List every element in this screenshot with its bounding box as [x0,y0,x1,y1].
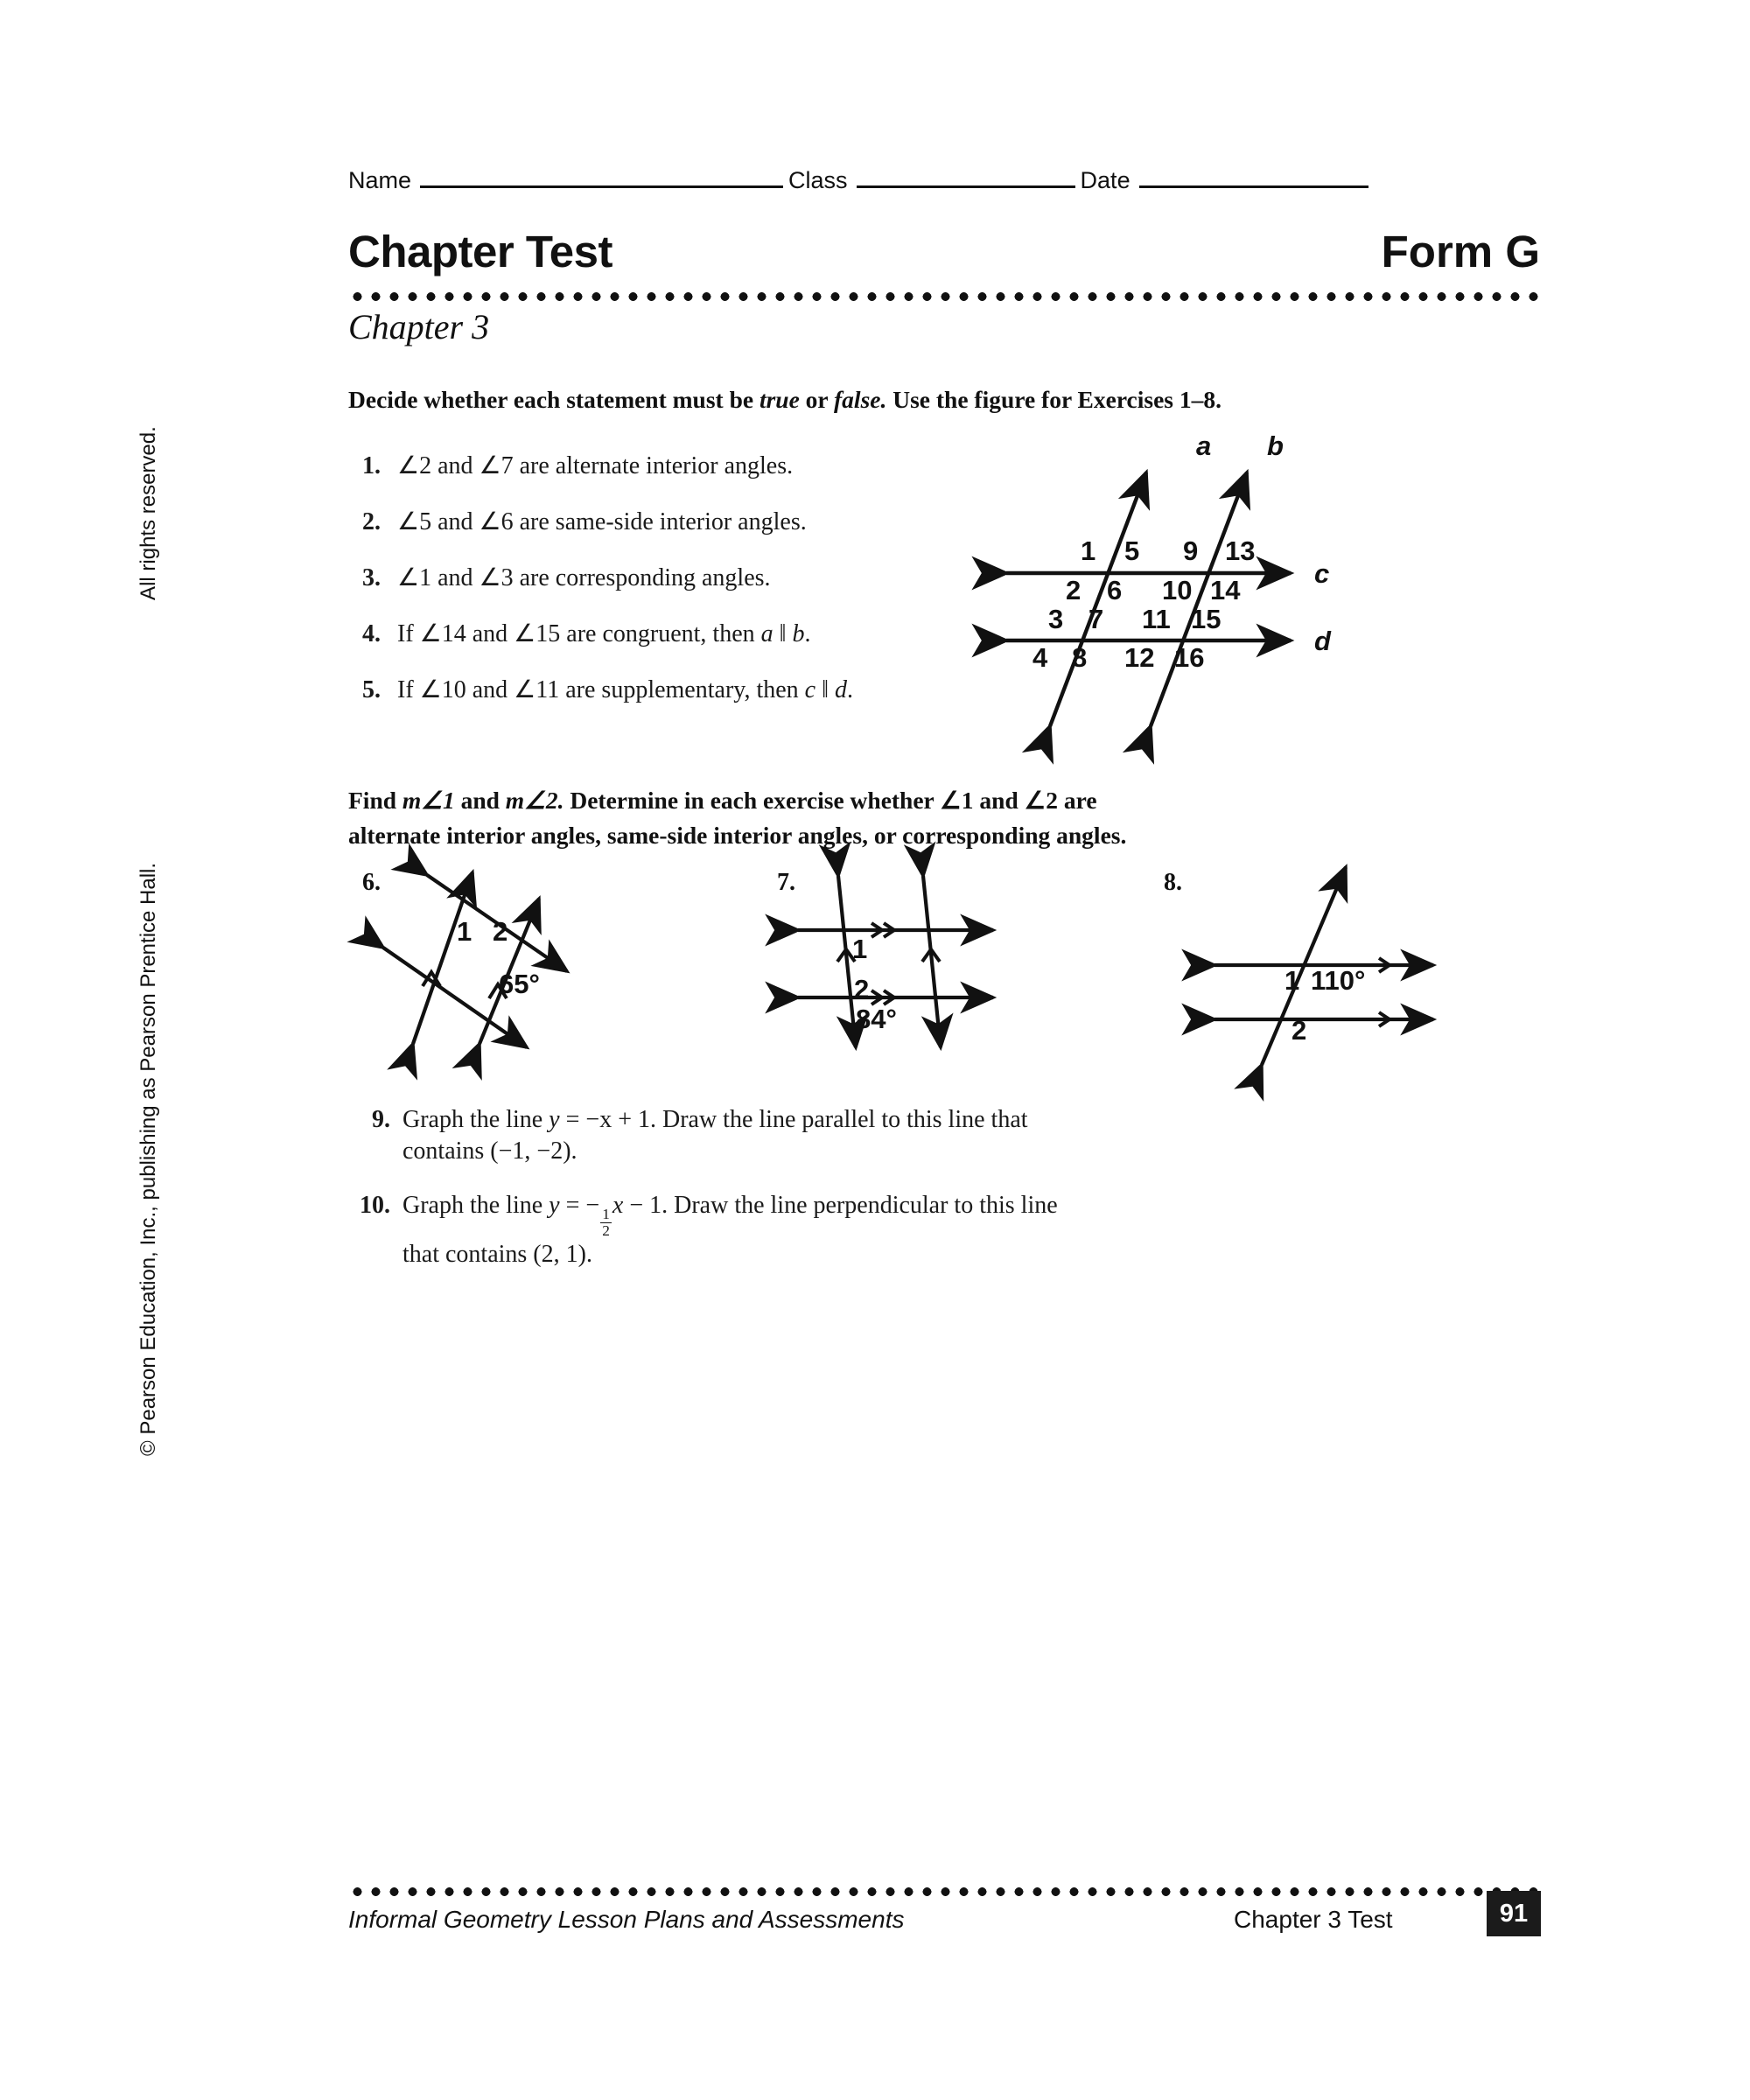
figure-8-angle-measure: 110° [1311,965,1366,996]
instruction-2-line-2: alternate interior angles, same-side interior angles, or corresponding angles. [348,822,1127,849]
figure-main-label-b: b [1267,430,1284,461]
exercise-number: 9. [372,1106,390,1133]
figure-7-angle-2: 2 [854,974,870,1004]
name-input-rule[interactable] [420,163,783,188]
figure-main-angle-1: 1 [1081,536,1096,566]
figure-main-label-a: a [1196,430,1212,461]
figure-8-angle-2: 2 [1292,1015,1307,1046]
exercise-text: ∠5 and ∠6 are same-side interior angles. [397,508,807,536]
exercise-text [397,675,853,706]
instruction-1-part-a: Decide whether each statement must be [348,386,760,413]
figure-main-angle-12: 12 [1124,642,1155,673]
figure-8 [1208,853,1488,1072]
figure-7 [788,862,1015,1063]
exercise-10-y: y [549,1192,560,1219]
exercise-4-pre: If ∠14 and ∠15 are congruent, then [397,620,761,648]
exercise-5-post: . [846,676,853,704]
figure-main-angle-11: 11 [1142,604,1171,634]
class-label: Class [788,167,848,193]
exercise-text: ∠2 and ∠7 are alternate interior angles. [397,452,794,480]
exercise-text: ∠1 and ∠3 are corresponding angles. [397,564,771,592]
figure-6-angle-measure: 65° [499,969,540,999]
figure-main-angle-16: 16 [1174,642,1205,673]
figure-main-angle-2: 2 [1066,575,1082,606]
exercise-9-part-1: Graph the line [402,1106,550,1133]
instruction-1-part-b: or [799,386,835,413]
figure-6-angle-2: 2 [493,916,508,947]
footer-dotted-rule [348,1887,1540,1896]
exercise-10-x: x [612,1192,624,1219]
exercise-number: 1. [362,452,381,480]
exercise-9-y: y [549,1106,560,1133]
exercise-5-parallel-symbol: ‖ [816,676,835,704]
figure-main-line-a [1050,472,1146,726]
exercise-4-var-b: b [792,620,805,648]
name-label: Name [348,167,412,193]
exercise-item [348,1104,1136,1167]
fraction-denominator: 2 [602,1222,610,1239]
exercise-item [348,451,1013,482]
footer-title: Informal Geometry Lesson Plans and Assessments [348,1906,905,1933]
exercise-number: 2. [362,508,381,536]
figure-main-angle-13: 13 [1225,536,1256,566]
exercise-5-var-c: c [804,676,816,704]
figure-main-angle-5: 5 [1124,536,1140,566]
figure-7-angle-1: 1 [852,934,868,964]
exercise-item [348,1190,1136,1270]
figure-main-angle-14: 14 [1210,575,1241,606]
figure-main-angle-15: 15 [1191,604,1222,634]
figure-main-angle-8: 8 [1072,642,1088,673]
figure-main-label-c: c [1314,558,1330,589]
instruction-2-part-a: Find [348,787,402,814]
class-input-rule[interactable] [857,163,1075,188]
exercise-10-part-2: Draw the line perpendicular to this line [668,1192,1058,1219]
instruction-block-1 [348,382,1311,417]
figure-7-number: 7. [777,869,795,896]
exercise-10-fraction [600,1207,612,1238]
exercise-10-part-1: Graph the line [402,1192,550,1219]
chapter-subtitle: Chapter 3 [348,307,490,346]
exercise-9-equation: = −x + 1. [559,1106,656,1133]
instruction-2-m-angle-1: m∠1 [402,787,455,814]
instruction-block-2 [348,783,1180,853]
exercise-text [402,1104,1028,1167]
exercise-4-parallel-symbol: ‖ [773,620,793,648]
exercise-item [348,675,1013,706]
exercise-item [348,507,1013,538]
page-title: Chapter Test [348,227,612,276]
figure-8-angle-1: 1 [1284,965,1300,996]
instruction-1-false: false. [834,386,887,413]
fraction-numerator: 1 [602,1206,610,1223]
exercise-number: 4. [362,620,381,648]
exercise-10-equation-rest: − 1. [623,1192,668,1219]
figure-8-number: 8. [1164,869,1182,896]
date-label: Date [1080,167,1130,193]
instruction-1-true: true [759,386,800,413]
exercise-number: 10. [360,1192,390,1219]
figure-main-angle-4: 4 [1032,642,1048,673]
instruction-2-part-b: Determine in each exercise whether ∠1 and ∠2 are [564,787,1097,814]
copyright-text: © Pearson Education, Inc., publishing as Pearson Prentice Hall. [136,862,160,1456]
exercise-9-part-2: Draw the line parallel to this line that [655,1106,1028,1133]
exercise-list-1-5 [348,451,1013,731]
exercise-text [402,1190,1058,1270]
figure-6 [376,862,604,1063]
form-label: Form G [1381,227,1540,276]
page-number-badge: 91 [1487,1891,1541,1936]
exercise-text [397,619,811,650]
exercise-4-var-a: a [760,620,774,648]
figure-main-angle-6: 6 [1107,575,1123,606]
instruction-2-and: and [454,787,506,814]
exercise-5-var-d: d [834,676,847,704]
rights-reserved-text: All rights reserved. [136,426,160,600]
figure-transversals-main [989,430,1356,744]
exercise-10-equals: = − [559,1192,600,1219]
instruction-1-part-c: Use the figure for Exercises 1–8. [886,386,1222,413]
figure-main-label-d: d [1314,626,1331,656]
title-dotted-rule [348,292,1540,301]
exercise-list-9-10 [348,1104,1136,1293]
exercise-5-pre: If ∠10 and ∠11 are supplementary, then [397,676,805,704]
exercise-item [348,619,1013,650]
figure-main-angle-3: 3 [1048,604,1064,634]
exercise-number: 3. [362,564,381,592]
figure-6-number: 6. [362,869,381,896]
copyright-sidebar [136,426,161,1456]
exercise-4-post: . [804,620,811,648]
exercise-10-line-2: that contains (2, 1). [402,1240,592,1268]
footer-chapter: Chapter 3 Test [1234,1906,1393,1933]
exercise-number: 5. [362,676,381,704]
figure-main-angle-10: 10 [1162,575,1193,606]
exercise-9-line-2: contains (−1, −2). [402,1138,578,1165]
figure-6-angle-1: 1 [457,916,472,947]
exercise-item [348,563,1013,594]
date-input-rule[interactable] [1139,163,1368,188]
figure-main-angle-7: 7 [1088,604,1104,634]
figure-main-angle-9: 9 [1183,536,1199,566]
student-info-row [348,163,1538,198]
instruction-2-m-angle-2: m∠2. [505,787,564,814]
figure-7-angle-measure: 84° [856,1004,897,1034]
